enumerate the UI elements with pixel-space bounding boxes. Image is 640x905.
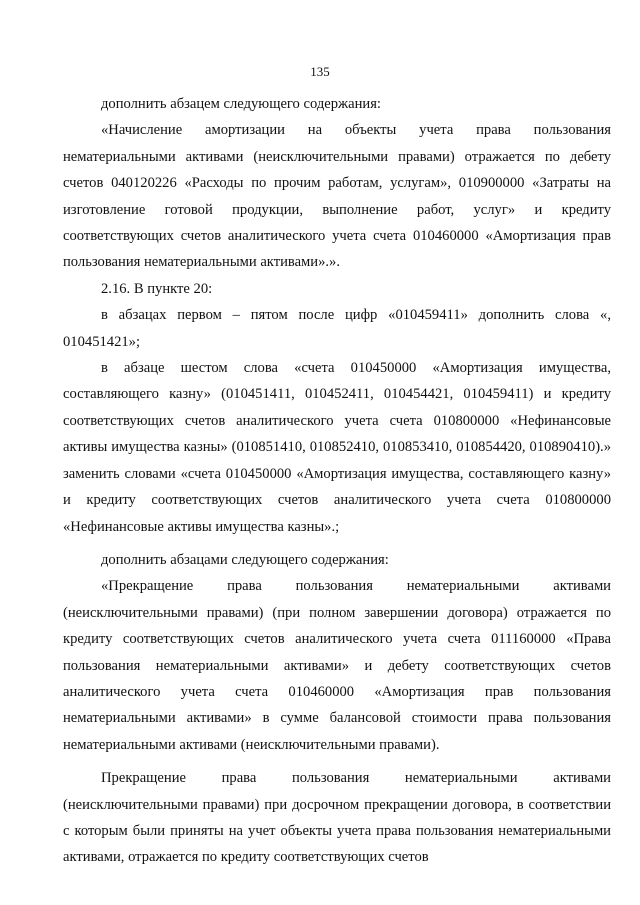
paragraph-termination-early: Прекращение права пользования нематериальными активами (неисключительными правами) при досрочном прекращении договора, в соответствии с которым были приняты на учет объекты учета права пользования нематериальными активами, отражается по кредиту соответствующих счетов: [63, 770, 611, 866]
paragraph-amortization-charge: «Начисление амортизации на объекты учета права пользования нематериальными активами (неисключительными правами) отражается по дебету счетов 040120226 «Расходы по прочим работам, услугам», 010900000 «Затраты на изготовление готовой продукции, выполнение работ, услуг» и кредиту соответствующих счетов аналитического учета счета 010460000 «Амортизация прав пользования нематериальными активами».».: [63, 122, 611, 271]
paragraph-termination-full: «Прекращение права пользования нематериальными активами (неисключительными правами) (при полном завершении договора) отражается по кредиту соответствующих счетов аналитического учета счета 011160000 «Права пользования нематериальными активами» и дебету соответствующих счетов аналитического учета счета 010460000 «Амортизация прав пользования нематериальными активами» в сумме балансовой стоимости права пользования нематериальными активами (неисключительными правами).: [63, 578, 611, 753]
paragraph-intro: дополнить абзацем следующего содержания:: [101, 96, 381, 112]
paragraph-first-to-fifth: в абзацах первом – пятом после цифр «010459411» дополнить слова «, 010451421»;: [63, 307, 611, 350]
document-body: [63, 91, 611, 871]
paragraph-add-following: дополнить абзацами следующего содержания:: [101, 551, 389, 568]
page-number: 135: [310, 64, 330, 79]
paragraph-sixth-replace: в абзаце шестом слова «счета 010450000 «Амортизация имущества, составляющего казну» (010451411, 010452411, 010454421, 010459411) и кредиту соответствующих счетов аналитического учета счета 010800000 «Нефинансовые активы имущества казны» (010851410, 010852410, 010853410, 010854420, 010890410).» заменить словами «счета 010450000 «Амортизация имущества, составляющего казну» и кредиту соответствующих счетов аналитического учета счета 010800000 «Нефинансовые активы имущества казны».;: [63, 360, 611, 535]
paragraph-clause-2-16: 2.16. В пункте 20:: [101, 280, 213, 297]
